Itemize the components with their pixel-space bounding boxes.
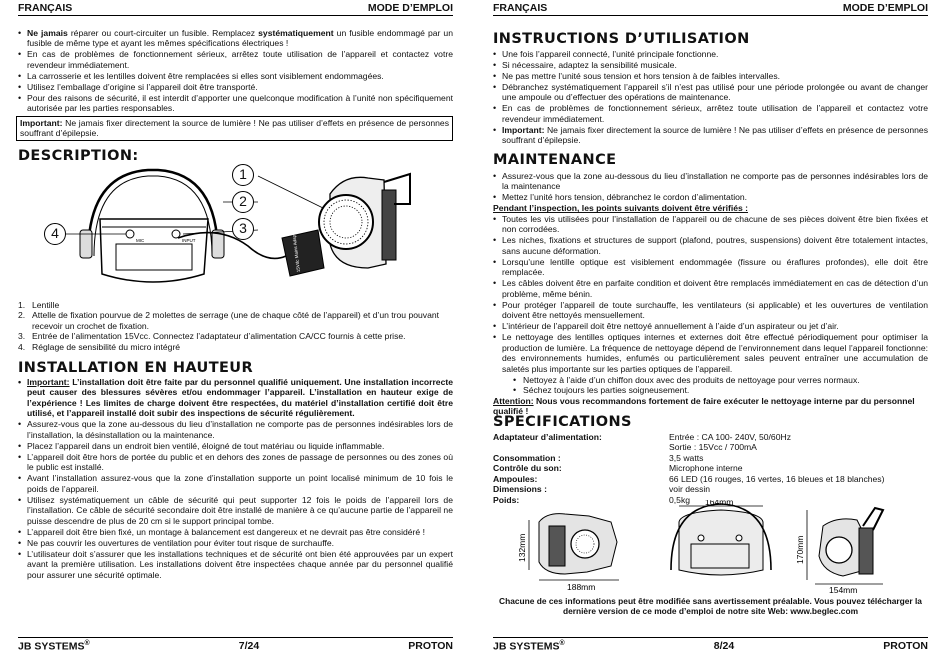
callout-3: 3 [232,218,254,240]
rear-view [679,510,763,575]
header-language: FRANÇAIS [493,2,548,14]
list-item: • L’appareil doit être hors de portée du public et en dehors des zones de passage de personnes ou des zones où le public est installé. [18,452,453,473]
header-doc-title: MODE D’EMPLOI [842,2,928,14]
page-header [493,2,928,16]
list-item: • L’utilisateur doit s’assurer que les installations techniques et de sécurité ont bien été approuvées par un expert avant la première utilisation. Les installations doivent être inspectées chaque année par du personnel qualifié pour assurer une sécurité optimale. [18,549,453,580]
page-number: 8/24 [713,640,735,652]
list-item: • En cas de problèmes de fonctionnement sérieux, arrêtez toute utilisation de l’appareil et contactez votre revendeur immédiatement. [18,49,453,70]
page-footer [493,637,928,653]
list-item: 3. Entrée de l’alimentation 15Vcc. Connectez l’adaptateur d’alimentation CA/CC fournis à cette prise. [18,331,406,342]
footer-brand: JB SYSTEMS® [18,640,90,653]
list-item: • L’appareil doit être bien fixé, un montage à balancement est dangereux et ne devrait pas être considéré ! [18,527,453,537]
list-item: • Mettez l’unité hors tension, débranchez le cordon d’alimentation. [493,192,928,202]
list-item: • Le nettoyage des lentilles optiques internes et externes doit être effectué périodiquement pour optimiser la production de lumière. La fréquence de nettoyage dépend de l’environnement dans lequel l’appareil fonctionne: des environnements humides, enfumés ou particulièrement sales peuvent entraîner une accumulation de saletés plus importante sur les parties optiques de l’appareil. [493,332,928,374]
page-header [18,2,453,16]
list-item: • Débranchez systématiquement l’appareil s’il n’est pas utilisé pour une période prolongée ou avant de changer une ampoule ou d’effectuer des opérations de maintenance. [493,82,928,103]
notice: Chacune de ces informations peut être modifiée sans avertissement préalable. Vous pouvez télécharger la dernière version de ce mode d’emploi de notre site Web: www.beglec.com [499,596,922,617]
important-box: Important: Ne jamais fixer directement la source de lumière ! Ne pas utiliser d’effets en présence de personnes souffrant d’épilepsie. [16,116,453,141]
list-item: • Ne pas couvrir les ouvertures de ventilation pour éviter tout risque de surchauffe. [18,538,453,548]
right-page [475,0,950,654]
dim-164: 164mm [705,500,734,507]
section-title-specifications: SPECIFICATIONS [493,414,632,430]
dim-188: 188mm [567,582,596,592]
list-item: • Ne jamais réparer ou court-circuiter un fusible. Remplacez systématiquement un fusible endommagé par un fusible de même type et ayant les mêmes spécifications électriques ! [18,28,453,49]
dim-170: 170mm [795,535,805,564]
list-item: 2. Attelle de fixation pourvue de 2 molettes de serrage (une de chaque côté de l’appareil) et d’un trou pouvant recevoir un crochet de fixation. [18,310,440,331]
description-list [18,300,453,352]
mains-adapter [282,230,324,276]
spec-row: Contrôle du son: Microphone interne [493,463,743,474]
list-item: • L’intérieur de l’appareil doit être nettoyé annuellement à l’aide d’un aspirateur ou jet d’air. [493,321,928,331]
list-item: 4. Réglage de sensibilité du micro intégré [18,341,181,352]
list-item: • Placez l’appareil dans un endroit bien ventilé, éloigné de tout matériau ou liquide inflammable. [18,441,453,451]
list-item: • Pour protéger l’appareil de toute surchauffe, les ventilateurs (si applicable) et les ouvertures de ventilation doivent être nettoyés mensuellement. [493,300,928,321]
list-item: • Toutes les vis utilisées pour l’installation de l’appareil ou de chacune de ses pièces doivent être bien fixées et non corrodées. [493,214,928,235]
footer-product: PROTON [408,640,453,652]
mic-label: MIC [136,238,145,243]
list-item: • Assurez-vous que la zone au-dessous du lieu d’installation ne comporte pas de personnes indésirables lors de l’installation, la désinstallation ou la maintenance. [18,419,453,440]
section-title-installation: INSTALLATION EN HAUTEUR [18,360,254,376]
spec-row: Consommation : 3,5 watts [493,452,704,463]
section-title-description: DESCRIPTION: [18,148,139,164]
attention-note: Attention: Nous vous recommandons fortement de faire exécuter le nettoyage interne par du personnel qualifié ! [493,395,915,417]
list-item: • Une fois l’appareil connecté, l’unité principale fonctionne. [493,49,928,59]
specs-table [493,432,928,505]
list-item: • Assurez-vous que la zone au-dessous du lieu d’installation ne comporte pas de personnes indésirables lors de la maintenance [493,171,928,192]
safety-section [18,28,453,141]
usage-section [493,49,928,146]
callout-1: 1 [232,164,254,186]
mic-knob [126,230,134,238]
list-item: • Si nécessaire, adaptez la sensibilité musicale. [493,60,928,70]
safety-list [18,28,453,114]
input-label: INPUT [182,238,196,243]
list-item: • Les niches, fixations et structures de support (plafond, poutres, suspensions) doivent être totalement intactes, sans aucune déformation. [493,235,928,256]
callout-4: 4 [44,223,66,245]
list-item: • Nettoyez à l’aide d’un chiffon doux avec des produits de nettoyage pour verres normaux. [513,375,928,385]
footer-brand: JB SYSTEMS® [493,640,565,653]
spec-row: Ampoules: 66 LED (16 rouges, 16 vertes, 16 bleues et 18 blanches) [493,473,885,484]
spec-row: Adaptateur d’alimentation: Entrée : CA 100- 240V, 50/60Hz [493,432,791,442]
header-language: FRANÇAIS [18,2,73,14]
adapter-label: 15Vdc Mains Adapter [290,229,301,273]
dim-132: 132mm [517,533,527,562]
list-item: • Utilisez systématiquement un câble de sécurité qui peut supporter 12 fois le poids de l’appareil lors de l’installation. Ce câble de sécurité secondaire doit être installé de manière à ce qu’aucune partie de l’appareil ne puisse descendre de plus de 20 cm si le support principal tombe. [18,495,453,526]
dimension-svg [493,500,928,594]
list-item: • Séchez toujours les parties soigneusement. [513,385,928,395]
list-item: • En cas de problèmes de fonctionnement sérieux, arrêtez toute utilisation de l’appareil et contactez votre revendeur immédiatement. [493,103,928,124]
list-item: • Pour des raisons de sécurité, il est interdit d’apporter une quelconque modification à l’unité non spécifiquement autorisée par les parties responsables. [18,93,453,114]
callout-2: 2 [232,191,254,213]
spec-row: Dimensions : voir dessin [493,484,711,495]
page-number: 7/24 [238,640,260,652]
list-item: • Important: Ne jamais fixer directement la source de lumière ! Ne pas utiliser d’effets en présence de personnes souffrant d’épilepsie. [493,125,928,146]
section-title-usage: INSTRUCTIONS D’UTILISATION [493,31,750,47]
list-item: 1. Lentille [18,300,60,310]
list-item: • Utilisez l’emballage d’origine si l’appareil doit être transporté. [18,82,453,92]
lens [319,195,373,249]
footer-product: PROTON [883,640,928,652]
maintenance-section [493,171,928,417]
list-item: • Important: L’installation doit être faite par du personnel qualifié uniquement. Une installation incorrecte peut causer des blessures sévères et/ou endommager l’appareil. L’installation en hauteur exige de l’expérience ! Les limites de charge doivent être respectées, du matériel d’installation certifié doit être utilisé, et l’appareil installé doit subir des inspections de sécurité régulièrement. [18,377,453,419]
fixture-body [382,190,396,260]
list-item: • La carrosserie et les lentilles doivent être remplacées si elles sont visiblement endommagées. [18,71,453,81]
section-title-maintenance: MAINTENANCE [493,152,617,168]
spec-row: Poids: 0,5kg [493,494,691,505]
page-footer [18,637,453,653]
dimension-drawings [493,500,928,594]
header-doc-title: MODE D’EMPLOI [367,2,453,14]
list-item: • Avant l’installation assurez-vous que la zone d’installation supporte un point localisé minimum de 10 fois le poids de l’appareil. [18,473,453,494]
dim-154: 154mm [829,585,858,594]
inspection-heading: Pendant l’inspection, les points suivants doivent être vérifiés : [493,203,749,214]
installation-section [18,377,453,581]
list-item: • Lorsqu’une lentille optique est visiblement endommagée (fissure ou éraflures profondes), elle doit être remplacée. [493,257,928,278]
list-item: • Les câbles doivent être en parfaite condition et doivent être remplacés immédiatement en cas de détection d’un problème, même bénin. [493,278,928,299]
spec-row: Sortie : 15Vcc / 700mA [669,442,757,453]
input-socket [172,230,180,238]
description-illustration [18,164,453,298]
list-item: • Ne pas mettre l’unité sous tension et hors tension à de faibles intervalles. [493,71,928,81]
